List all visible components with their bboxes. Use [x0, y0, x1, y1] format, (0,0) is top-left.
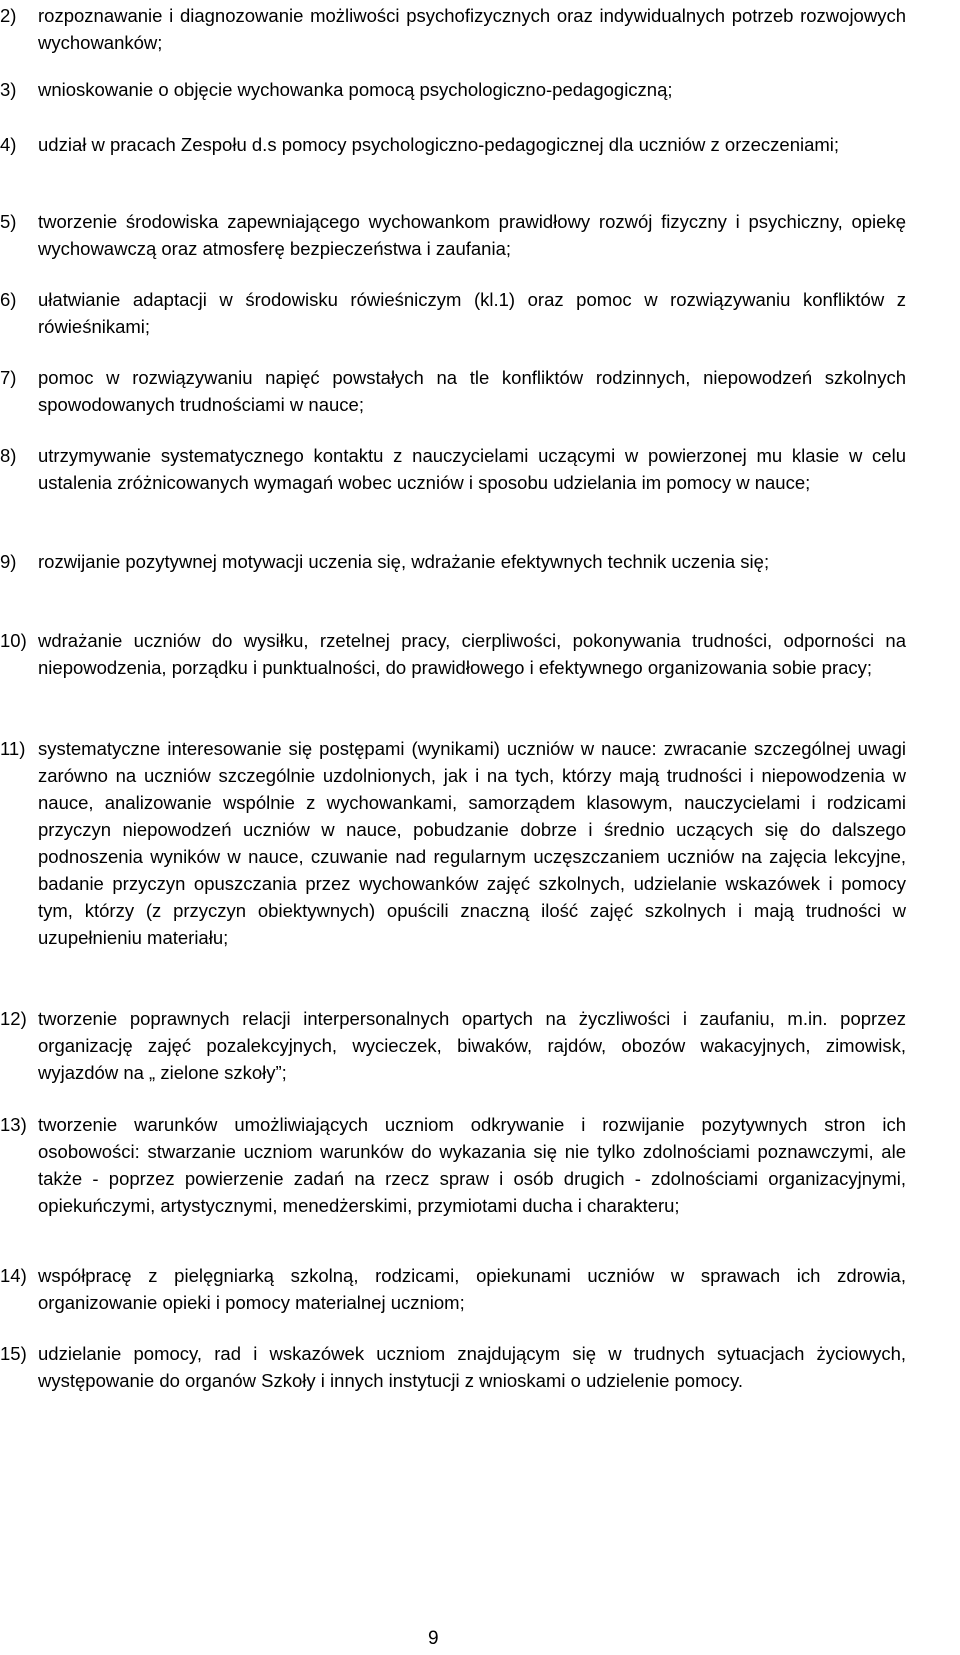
list-item-number: 3): [0, 79, 17, 100]
list-item-text: tworzenie środowiska zapewniającego wychowankom prawidłowy rozwój fizyczny i psychiczny, opiekę wychowawczą oraz atmosferę bezpieczeństwa i zaufania;: [38, 211, 906, 259]
list-item-text: rozwijanie pozytywnej motywacji uczenia się, wdrażanie efektywnych technik uczenia się;: [38, 551, 770, 572]
list-item-number: 12): [0, 1008, 27, 1029]
list-item-number: 2): [0, 5, 17, 26]
page-number: 9: [428, 1628, 439, 1649]
list-item-number: 5): [0, 211, 17, 232]
list-item-number: 13): [0, 1114, 27, 1135]
list-item-text: udział w pracach Zespołu d.s pomocy psychologiczno-pedagogicznej dla uczniów z orzeczeniami;: [38, 134, 840, 155]
list-item-number: 14): [0, 1265, 27, 1286]
list-item-text: tworzenie poprawnych relacji interpersonalnych opartych na życzliwości i zaufaniu, m.in. poprzez organizację zajęć pozalekcyjnych, wycieczek, biwaków, rajdów, obozów wakacyjnych, zimowisk, wyjazdów na „ zielone szkoły”;: [38, 1008, 906, 1083]
list-item-number: 4): [0, 134, 17, 155]
list-item-number: 11): [0, 738, 26, 759]
list-item-text: ułatwianie adaptacji w środowisku rówieśniczym (kl.1) oraz pomoc w rozwiązywaniu konfliktów z rówieśnikami;: [38, 289, 906, 337]
list-item-text: tworzenie warunków umożliwiających uczniom odkrywanie i rozwijanie pozytywnych stron ich osobowości: stwarzanie uczniom warunków do wykazania się nie tylko zdolnościami poznawczymi, ale także - poprzez powierzenie zadań na rzecz spraw i osób drugich - zdolnościami organizacyjnymi, opiekuńczymi, artystycznymi, menedżerskimi, przymiotami ducha i charakteru;: [38, 1114, 906, 1216]
list-item-text: udzielanie pomocy, rad i wskazówek uczniom znajdującym się w trudnych sytuacjach życiowych, występowanie do organów Szkoły i innych instytucji z wnioskami o udzielenie pomocy.: [38, 1343, 906, 1391]
list-item-text: wnioskowanie o objęcie wychowanka pomocą psychologiczno-pedagogiczną;: [38, 79, 673, 100]
list-item-number: 10): [0, 630, 27, 651]
list-item-text: utrzymywanie systematycznego kontaktu z nauczycielami uczącymi w powierzonej mu klasie w celu ustalenia zróżnicowanych wymagań wobec uczniów i sposobu udzielania im pomocy w nauce;: [38, 445, 906, 493]
list-item-text: pomoc w rozwiązywaniu napięć powstałych na tle konfliktów rodzinnych, niepowodzeń szkolnych spowodowanych trudnościami w nauce;: [38, 367, 906, 415]
list-item-number: 9): [0, 551, 17, 572]
list-item-text: współpracę z pielęgniarką szkolną, rodzicami, opiekunami uczniów w sprawach ich zdrowia, organizowanie opieki i pomocy materialnej uczniom;: [38, 1265, 906, 1313]
list-item-text: rozpoznawanie i diagnozowanie możliwości psychofizycznych oraz indywidualnych potrzeb rozwojowych wychowanków;: [38, 5, 906, 53]
list-item-number: 8): [0, 445, 17, 466]
list-item-number: 15): [0, 1343, 27, 1364]
list-item-text: wdrażanie uczniów do wysiłku, rzetelnej pracy, cierpliwości, pokonywania trudności, odporności na niepowodzenia, porządku i punktualności, do prawidłowego i efektywnego organizowania sobie pracy;: [38, 630, 906, 678]
list-item-number: 7): [0, 367, 17, 388]
list-item-number: 6): [0, 289, 17, 310]
list-item-text: systematyczne interesowanie się postępami (wynikami) uczniów w nauce: zwracanie szczególnej uwagi zarówno na uczniów szczególnie uzdolnionych, jak i na tych, którzy mają trudności i niepowodzenia w nauce, analizowanie wspólnie z wychowankami, samorządem klasowym, nauczycielami i rodzicami przyczyn niepowodzeń uczniów w nauce, pobudzanie dobrze i średnio uczących się do dalszego podnoszenia wyników w nauce, czuwanie nad regularnym uczęszczaniem uczniów na zajęcia lekcyjne, badanie przyczyn opuszczania przez wychowanków zajęć szkolnych, udzielanie wskazówek i pomocy tym, którzy (z przyczyn obiektywnych) opuścili znaczną ilość zajęć szkolnych i mają trudności w uzupełnieniu materiału;: [38, 738, 906, 948]
